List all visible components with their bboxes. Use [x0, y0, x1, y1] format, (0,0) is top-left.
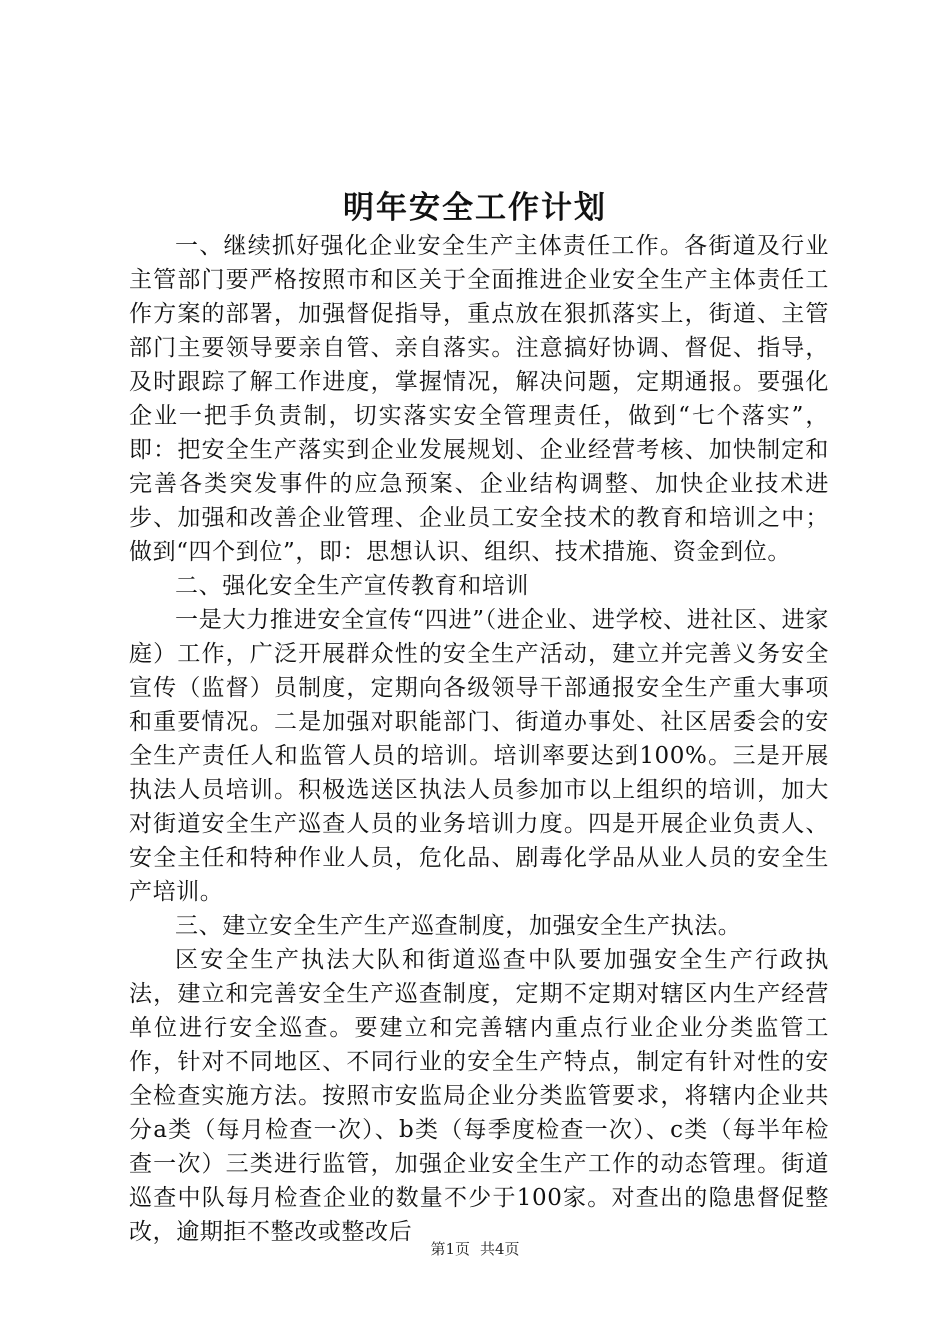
heading-section-2: 二、强化安全生产宣传教育和培训: [175, 573, 529, 599]
paragraph-section-2: 一是大力推进安全宣传“四进”（进企业、进学校、进社区、进家庭）工作，广泛开展群众性的安全生产活动，建立并完善义务安全宣传（监督）员制度，定期向各级领导干部通报安全生产重大事项和重要情况。二是加强对职能部门、街道办事处、社区居委会的安全生产责任人和监管人员的培训。培训率要达到100%。三是开展执法人员培训。积极选送区执法人员参加市以上组织的培训，加大对街道安全生产巡查人员的业务培训力度。四是开展企业负责人、安全主任和特种作业人员，危化品、剧毒化学品从业人员的安全生产培训。: [129, 607, 829, 905]
document-title: 明年安全工作计划: [343, 190, 607, 226]
page-footer: [0, 1238, 950, 1260]
document-body: [129, 229, 829, 1249]
paragraph-section-3: 区安全生产执法大队和街道巡查中队要加强安全生产行政执法，建立和完善安全生产巡查制度，定期不定期对辖区内生产经营单位进行安全巡查。要建立和完善辖内重点行业企业分类监管工作，针对不同地区、不同行业的安全生产特点，制定有针对性的安全检查实施方法。按照市安监局企业分类监管要求，将辖内企业共分a类（每月检查一次）、b类（每季度检查一次）、c类（每半年检查一次）三类进行监管，加强企业安全生产工作的动态管理。街道巡查中队每月检查企业的数量不少于100家。对查出的隐患督促整改，逾期拒不整改或整改后: [129, 947, 829, 1245]
page-total: 共4页: [480, 1240, 520, 1258]
page-number: 第1页: [430, 1240, 470, 1258]
heading-section-3: 三、建立安全生产生产巡查制度，加强安全生产执法。: [175, 913, 742, 939]
paragraph-section-1: 一、继续抓好强化企业安全生产主体责任工作。各街道及行业主管部门要严格按照市和区关于全面推进企业安全生产主体责任工作方案的部署，加强督促指导，重点放在狠抓落实上，街道、主管部门主要领导要亲自管、亲自落实。注意搞好协调、督促、指导，及时跟踪了解工作进度，掌握情况，解决问题，定期通报。要强化企业一把手负责制，切实落实安全管理责任，做到“七个落实”，即：把安全生产落实到企业发展规划、企业经营考核、加快制定和完善各类突发事件的应急预案、企业结构调整、加快企业技术进步、加强和改善企业管理、企业员工安全技术的教育和培训之中；做到“四个到位”，即：思想认识、组织、技术措施、资金到位。: [129, 233, 829, 565]
